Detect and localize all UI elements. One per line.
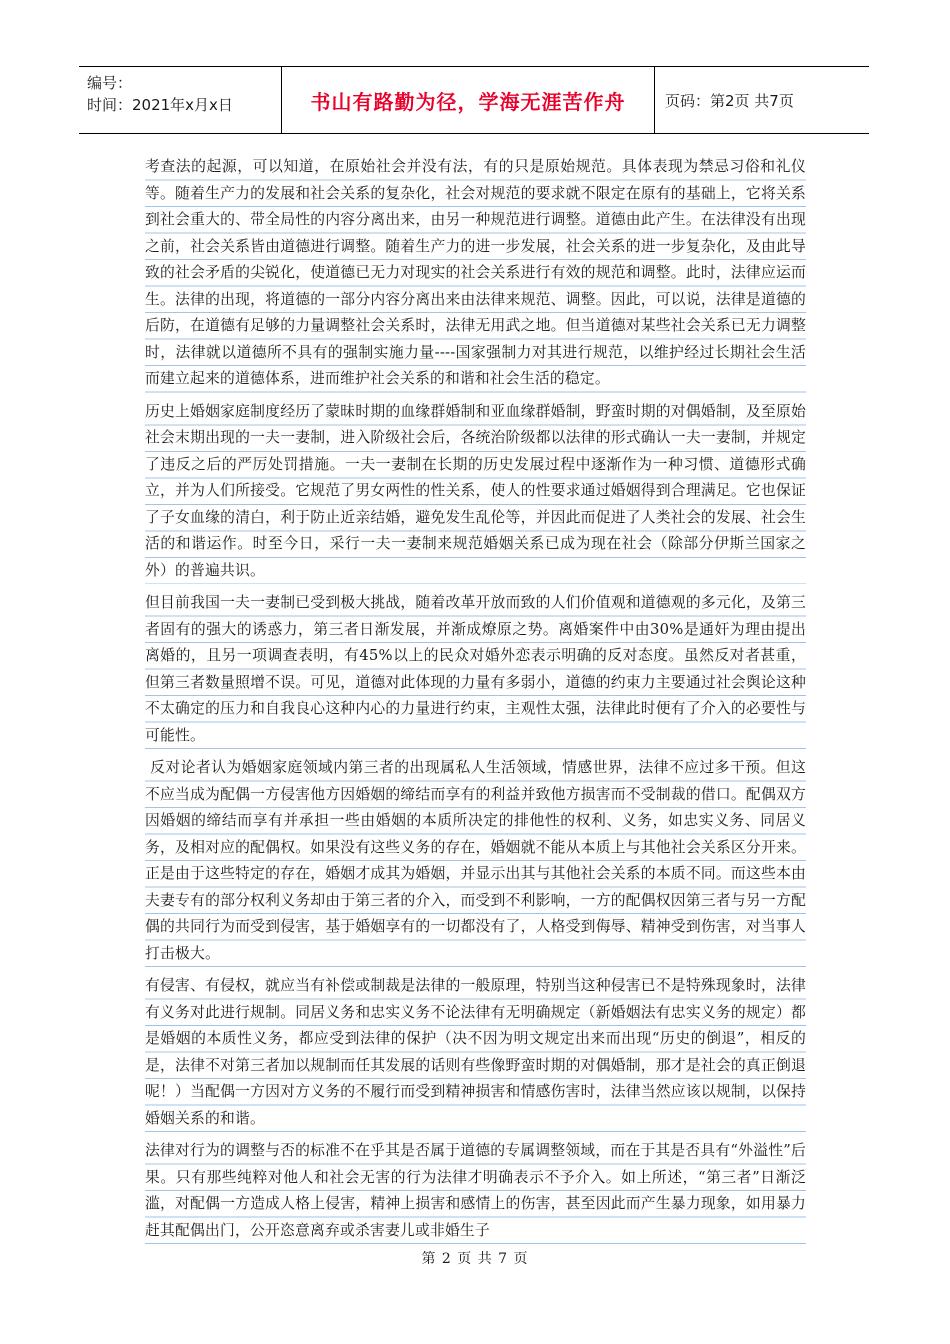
paragraph-3: 但目前我国一夫一妻制已受到极大挑战，随着改革开放而致的人们价值观和道德观的多元化，及第三者固有的强大的诱惑力，第三者日渐发展，并渐成燎原之势。离婚案件中由30%是通奸为理由提出离婚的，且另一项调查表明，有45%以上的民众对婚外恋表示明确的反对态度。虽然反对者甚重，但第三者数量照增不误。可见，道德对此体现的力量有多弱小，道德的约束力主要通过社会舆论这种不太确定的压力和自我良心这种内心的力量进行约束，主观性太强，法律此时便有了介入的必要性与可能性。 <box>145 590 806 749</box>
paragraph-4: 反对论者认为婚姻家庭领域内第三者的出现属私人生活领域，情感世界，法律不应过多干预。但这不应当成为配偶一方侵害他方因婚姻的缔结而享有的利益并致他方损害而不受制裁的借口。配偶双方因婚姻的缔结而享有并承担一些由婚姻的本质所决定的排他性的权利、义务，如忠实义务、同居义务，及相对应的配偶权。如果没有这些义务的存在，婚姻就不能从本质上与其他社会关系区分开来。正是由于这些特定的存在，婚姻才成其为婚姻，并显示出其与其他社会关系的本质不同。而这些本由夫妻专有的部分权利义务却由于第三者的介入，而受到不利影响，一方的配偶权因第三者与另一方配偶的共同行为而受到侵害，基于婚姻享有的一切都没有了，人格受到侮辱、精神受到伤害，对当事人打击极大。 <box>145 755 806 967</box>
paragraph-6: 法律对行为的调整与否的标准不在乎其是否属于道德的专属调整领域，而在于其是否具有“外溢性”后果。只有那些纯粹对他人和社会无害的行为法律才明确表示不予介入。如上所述，“第三者”日渐泛滥，对配偶一方造成人格上侵害，精神上损害和感情上的伤害，甚至因此而产生暴力现象，如用暴力赶其配偶出门，公开恣意离弃或杀害妻儿或非婚生子 <box>145 1138 806 1244</box>
paragraph-5: 有侵害、有侵权，就应当有补偿或制裁是法律的一般原理，特别当这种侵害已不是特殊现象时，法律有义务对此进行规制。同居义务和忠实义务不论法律有无明确规定（新婚姻法有忠实义务的规定）都是婚姻的本质性义务，都应受到法律的保护（决不因为明文规定出来而出现“历史的倒退”，相反的是，法律不对第三者加以规制而任其发展的话则有些像野蛮时期的对偶婚制，那才是社会的真正倒退呢！）当配偶一方因对方义务的不履行而受到精神损害和情感伤害时，法律当然应该以规制，以保持婚姻关系的和谐。 <box>145 973 806 1132</box>
document-number-label: 编号： <box>87 74 133 92</box>
header-meta <box>79 67 282 133</box>
paragraph-2: 历史上婚姻家庭制度经历了蒙昧时期的血缘群婚制和亚血缘群婚制，野蛮时期的对偶婚制，及至原始社会末期出现的一夫一妻制，进入阶级社会后，各统治阶级都以法律的形式确认一夫一妻制，并规定了违反之后的严厉处罚措施。一夫一妻制在长期的历史发展过程中逐渐作为一种习惯、道德形式确立，并为人们所接受。它规范了男女两性的性关系，使人的性要求通过婚姻得到合理满足。它也保证了子女血缘的清白，利于防止近亲结婚，避免发生乱伦等，并因此而促进了人类社会的发展、社会生活的和谐运作。时至今日，采行一夫一妻制来规范婚姻关系已成为现在社会（除部分伊斯兰国家之外）的普遍共识。 <box>145 399 806 585</box>
document-body <box>145 154 806 1250</box>
header-page-info: 页码：第2页 共7页 <box>665 91 794 110</box>
paragraph-1: 考查法的起源，可以知道，在原始社会并没有法，有的只是原始规范。具体表现为禁忌习俗和礼仪等。随着生产力的发展和社会关系的复杂化，社会对规范的要求就不限定在原有的基础上，它将关系到社会重大的、带全局性的内容分离出来，由另一种规范进行调整。道德由此产生。在法律没有出现之前，社会关系皆由道德进行调整。随着生产力的进一步发展，社会关系的进一步复杂化，及由此导致的社会矛盾的尖锐化，使道德已无力对现实的社会关系进行有效的规范和调整。此时，法律应运而生。法律的出现，将道德的一部分内容分离出来由法律来规范、调整。因此，可以说，法律是道德的后防，在道德有足够的力量调整社会关系时，法律无用武之地。但当道德对某些社会关系已无力调整时，法律就以道德所不具有的强制实施力量----国家强制力对其进行规范，以维护经过长期社会生活而建立起来的道德体系，进而维护社会关系的和谐和社会生活的稳定。 <box>145 154 806 393</box>
document-time-label: 时间：2021年x月x日 <box>87 96 233 114</box>
page-footer: 第 2 页 共 7 页 <box>421 1251 529 1267</box>
header-motto: 书山有路勤为径，学海无涯苦作舟 <box>282 67 655 133</box>
page-header <box>79 66 869 134</box>
